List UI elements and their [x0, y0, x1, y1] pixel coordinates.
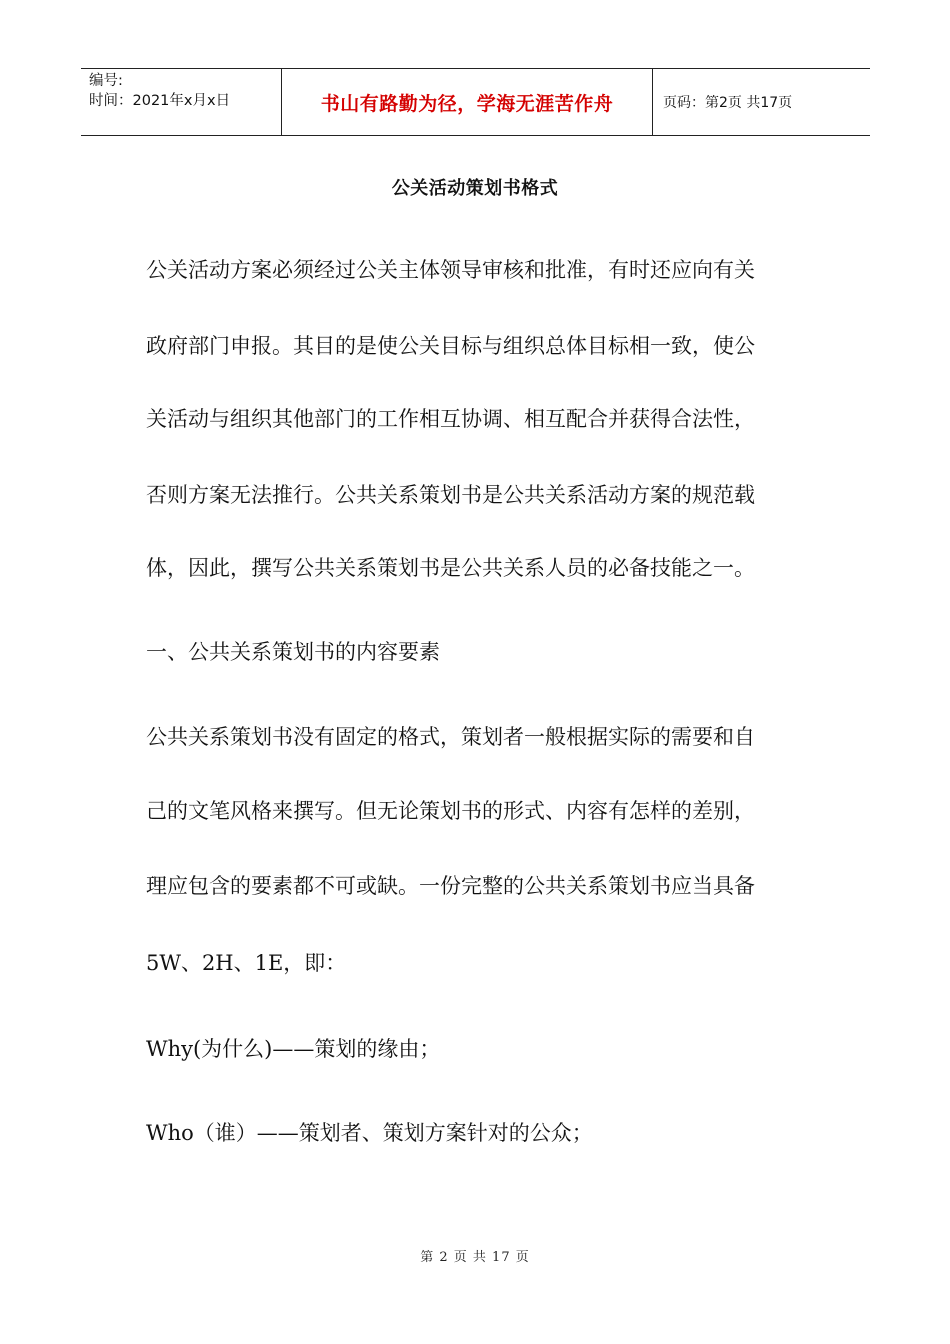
paragraph-line: 理应包含的要素都不可或缺。一份完整的公共关系策划书应当具备	[146, 874, 755, 898]
paragraph-line: 5W、2H、1E，即：	[146, 951, 347, 975]
paragraph-line: 己的文笔风格来撰写。但无论策划书的形式、内容有怎样的差别，	[146, 799, 755, 823]
paragraph-line: 关活动与组织其他部门的工作相互协调、相互配合并获得合法性，	[146, 407, 755, 431]
list-item-why: Why(为什么)——策划的缘由；	[146, 1037, 441, 1061]
header-page-info: 页码：第2页 共17页	[663, 95, 793, 111]
document-date: 时间：2021年x月x日	[89, 93, 231, 109]
header-motto: 书山有路勤为径，学海无涯苦作舟	[281, 69, 653, 135]
document-number-label: 编号:	[89, 73, 123, 89]
paragraph-line: 否则方案无法推行。公共关系策划书是公共关系活动方案的规范载	[146, 483, 755, 507]
section-heading: 一、公共关系策划书的内容要素	[146, 640, 440, 664]
header-meta	[81, 69, 281, 135]
list-item-who: Who（谁）——策划者、策划方案针对的公众；	[146, 1121, 593, 1145]
paragraph-line: 政府部门申报。其目的是使公关目标与组织总体目标相一致，使公	[146, 334, 755, 358]
paragraph-line: 体，因此，撰写公共关系策划书是公共关系人员的必备技能之一。	[146, 556, 755, 580]
paragraph-line: 公共关系策划书没有固定的格式，策划者一般根据实际的需要和自	[146, 725, 755, 749]
paragraph-line: 公关活动方案必须经过公关主体领导审核和批准，有时还应向有关	[146, 258, 755, 282]
document-title: 公关活动策划书格式	[391, 178, 559, 199]
header-table	[81, 68, 870, 136]
page-footer: 第 2 页 共 17 页	[420, 1250, 530, 1265]
